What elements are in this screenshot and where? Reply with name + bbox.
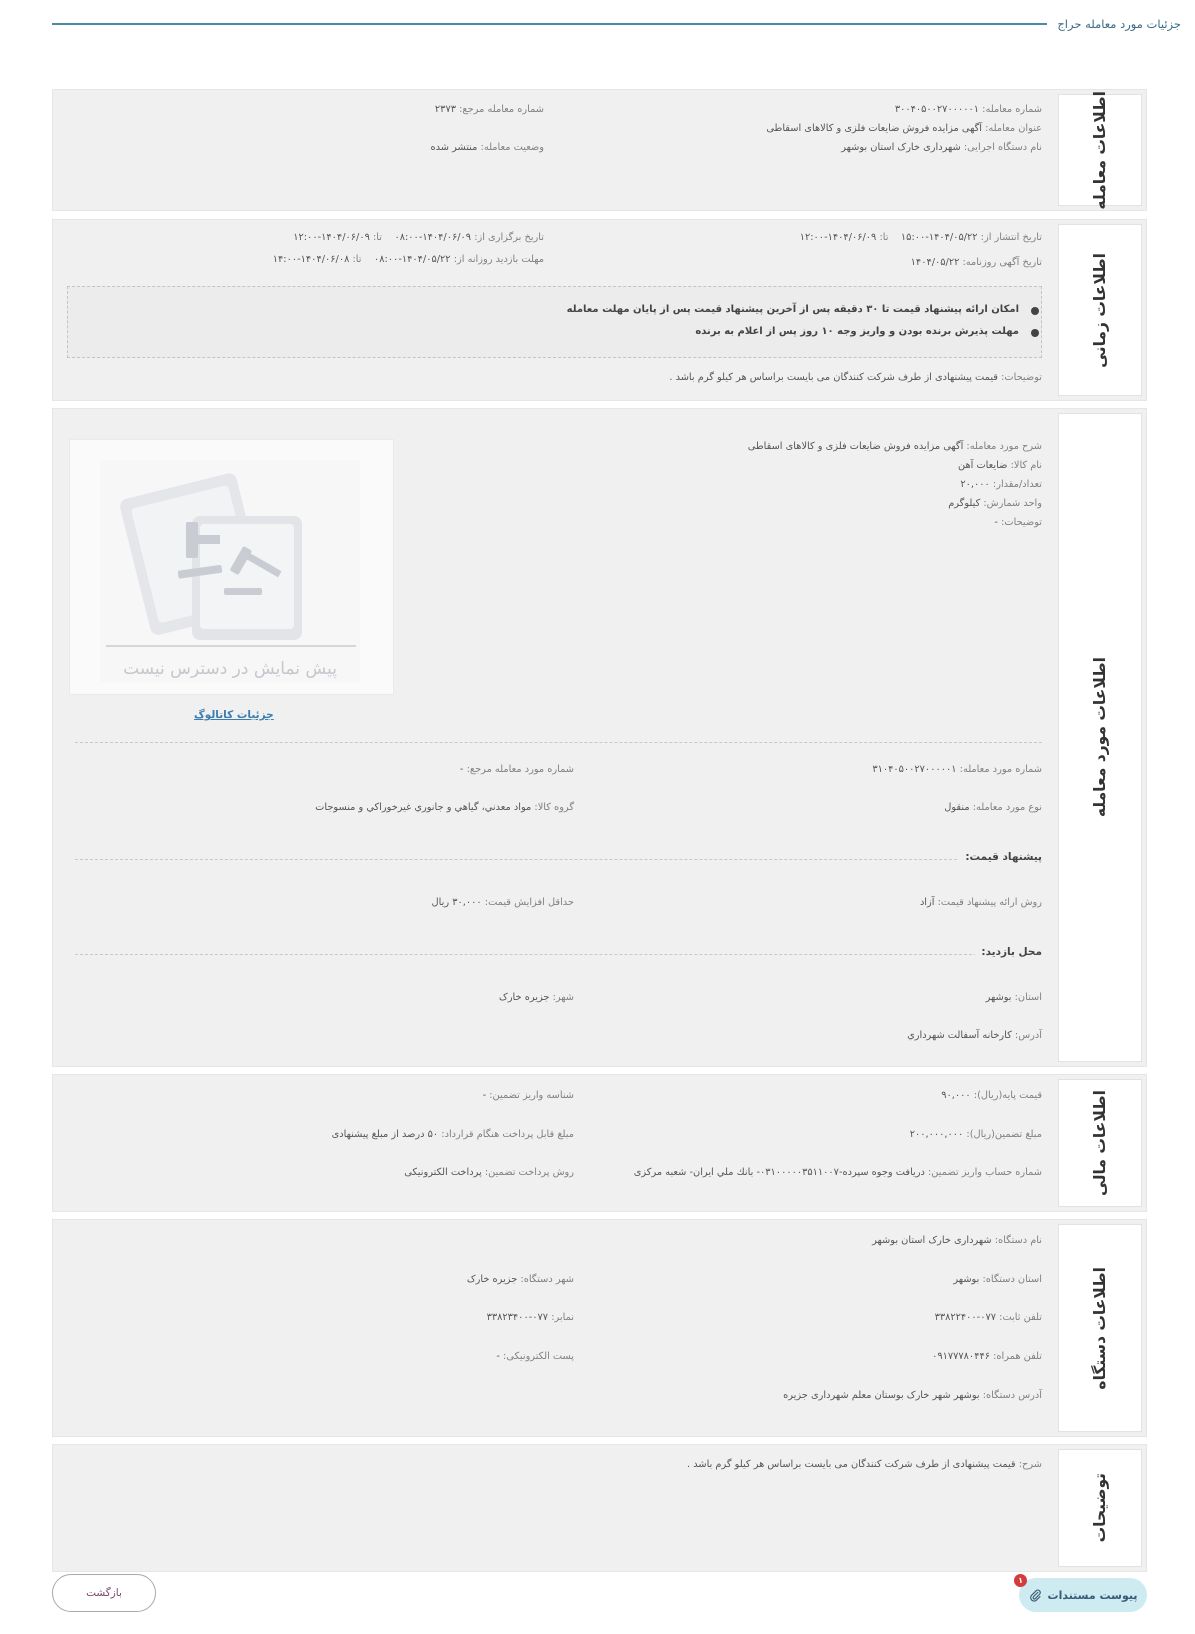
goods-name-field: نام کالا: ضایعات آهن — [958, 460, 1042, 471]
fax-field: نمابر: ۰۷۷-۳۳۸۲۳۴۰۰ — [486, 1312, 574, 1323]
divider — [75, 742, 1042, 743]
deposit-id-field: شناسه واریز تضمین: - — [482, 1090, 574, 1101]
agency-info-side — [1054, 1220, 1146, 1436]
item-notes-field: توضیحات: - — [994, 517, 1042, 528]
pay-method-field: روش پرداخت تضمین: پرداخت الکترونیکی — [404, 1167, 574, 1178]
deal-info-section — [52, 89, 1147, 211]
agency-field: نام دستگاه اجرایی: شهرداری خارک استان بوشهر — [841, 142, 1042, 153]
time-desc-field: توضیحات: قیمت پیشنهادی از طرف شرکت کنندگان می بایست براساس هر کیلو گرم باشد . — [669, 372, 1042, 383]
page-header — [52, 14, 1181, 34]
deal-title-field: عنوان معامله: آگهی مزایده فروش ضایعات فلزی و کالاهای اسقاطی — [766, 123, 1042, 134]
rules-box — [67, 286, 1042, 358]
visit-subheading: محل بازدید: — [975, 946, 1042, 958]
held-date-field: تاریخ برگزاری از: ۱۴۰۴/۰۶/۰۹-۰۸:۰۰ تا: ۱۴۰۴/۰۶/۰۹-۱۲:۰۰ — [293, 232, 544, 243]
goods-group-field: گروه کالا: مواد معدني، گياهي و جانوري غيرخوراكي و منسوجات — [315, 802, 574, 813]
catalog-details-link[interactable]: جزئیات کاتالوگ — [194, 709, 274, 721]
email-field: پست الکترونیکی: - — [496, 1351, 574, 1362]
province-field: استان: بوشهر — [985, 992, 1042, 1003]
description-field: شرح: قیمت پیشنهادی از طرف شرکت کنندگان می بایست براساس هر کیلو گرم باشد . — [687, 1459, 1042, 1470]
deal-number-field: شماره معامله: ۳۰۰۴۰۵۰۰۲۷۰۰۰۰۰۱ — [894, 104, 1042, 115]
payable-field: مبلغ قابل پرداخت هنگام قرارداد: ۵۰ درصد از مبلغ پیشنهادی — [331, 1129, 574, 1140]
newspaper-date-field: تاریخ آگهی روزنامه: ۱۴۰۴/۰۵/۲۲ — [910, 257, 1042, 268]
price-subheading: پیشنهاد قیمت: — [959, 851, 1042, 863]
paperclip-icon — [1029, 1589, 1042, 1602]
account-field: شماره حساب واریز تضمین: دریافت وجوه سپرده-۰۳۱۰۰۰۰۰۳۵۱۱۰۰۷- بانك ملي ايران- شعبه مرکزی — [633, 1167, 1042, 1178]
base-price-field: قیمت پایه(ریال): ۹۰,۰۰۰ — [941, 1090, 1042, 1101]
publish-date-field: تاریخ انتشار از: ۱۴۰۴/۰۵/۲۲-۱۵:۰۰ تا: ۱۴۰۴/۰۶/۰۹-۱۲:۰۰ — [799, 232, 1042, 243]
agency-info-heading: اطلاعات دستگاه — [1091, 1266, 1109, 1390]
finance-section — [52, 1074, 1147, 1212]
page-title: جزئیات مورد معامله حراج — [1057, 17, 1181, 31]
deal-info-heading: اطلاعات معامله — [1091, 90, 1109, 210]
attach-documents-button[interactable] — [1019, 1578, 1147, 1612]
mobile-field: تلفن همراه: ۰۹۱۷۷۷۸۰۴۴۶ — [932, 1351, 1042, 1362]
agency-info-section — [52, 1219, 1147, 1437]
time-info-section — [52, 219, 1147, 401]
ref-number-field: شماره معامله مرجع: ۲۳۷۳ — [434, 104, 544, 115]
auction-gavel-icon — [68, 440, 393, 696]
status-field: وضعیت معامله: منتشر شده — [430, 142, 544, 153]
city-field: شهر: جزیره خارک — [499, 992, 574, 1003]
rule-item: امکان ارائه پیشنهاد قیمت تا ۳۰ دقیقه پس از آخرین پیشنهاد قیمت پس از پایان مهلت معامله — [566, 304, 1019, 315]
header-divider — [52, 23, 1047, 25]
min-increase-field: حداقل افزایش قیمت: ۳۰,۰۰۰ ریال — [431, 897, 574, 908]
item-type-field: نوع مورد معامله: منقول — [944, 802, 1042, 813]
visit-date-field: مهلت بازدید روزانه از: ۱۴۰۴/۰۵/۲۲-۰۸:۰۰ تا: ۱۴۰۴/۰۶/۰۸-۱۴:۰۰ — [272, 254, 544, 265]
visit-address-field: آدرس: كارخانه آسفالت شهرداري — [907, 1030, 1042, 1041]
time-info-side — [1054, 220, 1146, 400]
finance-side — [1054, 1075, 1146, 1211]
finance-heading: اطلاعات مالی — [1091, 1090, 1109, 1196]
rule-item: مهلت پذیرش برنده بودن و واریز وجه ۱۰ روز پس از اعلام به برنده — [695, 326, 1019, 337]
agency-city-field: شهر دستگاه: جزیره خارک — [466, 1274, 574, 1285]
item-desc-field: شرح مورد معامله: آگهی مزایده فروش ضایعات فلزی و کالاهای اسقاطی — [747, 441, 1042, 452]
item-ref-field: شماره مورد معامله مرجع: - — [459, 764, 574, 775]
phone-field: تلفن ثابت: ۰۷۷-۳۳۸۲۲۴۰۰ — [934, 1312, 1042, 1323]
time-info-heading: اطلاعات زمانی — [1091, 252, 1109, 368]
attach-button-label: پیوست مستندات — [1047, 1588, 1138, 1602]
deal-info-side — [1054, 90, 1146, 210]
divider — [75, 954, 1042, 955]
bid-method-field: روش ارائه پیشنهاد قیمت: آزاد — [919, 897, 1042, 908]
guarantee-field: مبلغ تضمین(ریال): ۲۰۰,۰۰۰,۰۰۰ — [909, 1129, 1042, 1140]
divider — [75, 859, 1042, 860]
catalog-preview — [69, 439, 394, 695]
agency-address-field: آدرس دستگاه: بوشهر شهر خارک بوستان معلم شهرداری جزیره — [783, 1390, 1042, 1401]
agency-name-field: نام دستگاه: شهرداری خارک استان بوشهر — [872, 1235, 1042, 1246]
footer-bar — [52, 1574, 1147, 1612]
description-side — [1054, 1445, 1146, 1571]
description-section — [52, 1444, 1147, 1572]
description-heading: توضیحات — [1091, 1473, 1109, 1543]
item-info-heading: اطلاعات مورد معامله — [1091, 657, 1109, 818]
item-info-section — [52, 408, 1147, 1067]
item-number-field: شماره مورد معامله: ۳۱۰۴۰۵۰۰۲۷۰۰۰۰۰۱ — [872, 764, 1042, 775]
quantity-field: تعداد/مقدار: ۲۰,۰۰۰ — [960, 479, 1042, 490]
agency-province-field: استان دستگاه: بوشهر — [953, 1274, 1042, 1285]
item-info-side — [1054, 409, 1146, 1066]
attachment-count-badge: ۱ — [1014, 1574, 1027, 1587]
preview-unavailable-text: پیش نمایش در دسترس نیست — [123, 659, 337, 679]
back-button[interactable]: بازگشت — [52, 1574, 156, 1612]
unit-field: واحد شمارش: کیلوگرم — [948, 498, 1042, 509]
